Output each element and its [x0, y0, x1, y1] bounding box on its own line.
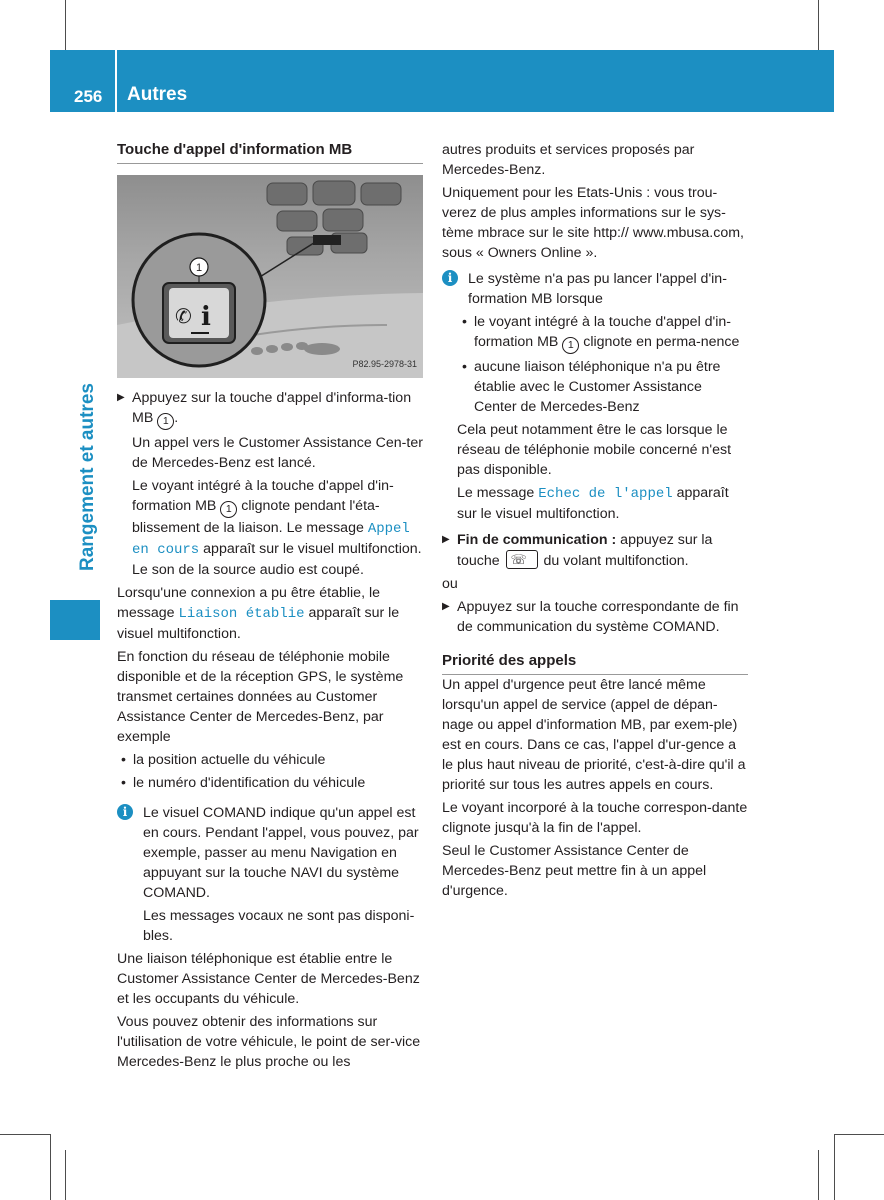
paragraph: Un appel vers le Customer Assistance Cen-ter de Mercedes-Benz est lancé. — [132, 435, 423, 471]
info-text: Le visuel COMAND indique qu'un appel est en cours. Pendant l'appel, vous pouvez, par exemple, passer au menu Navigation en appuyant sur la touche NAVI du système COMAND. — [143, 805, 419, 901]
svg-text:i: i — [201, 302, 211, 332]
list-item: • le numéro d'identification du véhicule — [117, 773, 423, 793]
paragraph: Seul le Customer Assistance Center de Mercedes-Benz peut mettre fin à un appel d'urgence. — [442, 843, 707, 899]
list-item: • le voyant intégré à la touche d'appel d'in-formation MB 1 clignote en perma-nence — [442, 312, 748, 354]
instruction-step: ▶ Appuyez sur la touche d'appel d'informa-tion MB 1 . — [117, 388, 423, 430]
section-title: Touche d'appel d'information MB — [117, 140, 423, 164]
crop-mark — [65, 0, 66, 50]
paragraph: Une liaison téléphonique est établie entre le Customer Assistance Center de Mercedes-Benz et les occupants du véhicule. — [117, 951, 420, 1007]
list-item: • la position actuelle du véhicule — [117, 750, 423, 770]
display-message: Liaison établie — [178, 606, 305, 622]
right-column — [442, 140, 748, 904]
paragraph: autres produits et services proposés par Mercedes-Benz. — [442, 142, 695, 178]
crop-mark — [818, 0, 819, 50]
list-item: • aucune liaison téléphonique n'a pu être établie avec le Customer Assistance Center de Mercedes-Benz — [442, 357, 748, 417]
callout-marker: 1 — [220, 501, 237, 518]
display-message: Appel en cours — [132, 521, 410, 558]
paragraph: ou — [442, 576, 458, 592]
crop-mark — [65, 1150, 66, 1200]
figure-overhead-control-panel — [117, 175, 423, 378]
figure-code: P82.95-2978-31 — [352, 359, 417, 369]
left-column — [117, 140, 423, 1075]
info-note — [442, 269, 748, 309]
info-text: Cela peut notamment être le cas lorsque le réseau de téléphonie mobile concerné n'est pas disponible. — [457, 422, 732, 478]
info-text: Le message Echec de l'appel apparaît sur le visuel multifonction. — [457, 485, 729, 522]
paragraph: Vous pouvez obtenir des informations sur l'utilisation de votre véhicule, le point de ser-vice Mercedes-Benz le plus proche ou les — [117, 1014, 421, 1070]
header-separator — [115, 50, 117, 112]
info-icon: i — [117, 804, 133, 820]
paragraph: En fonction du réseau de téléphonie mobile disponible et de la réception GPS, le système transmet certaines données au Customer Assistance Center de Mercedes-Benz, par exemple — [117, 649, 404, 745]
section-title: Priorité des appels — [442, 651, 748, 675]
figure-illustration — [117, 175, 423, 378]
side-tab-label: Rangement et autres — [77, 383, 98, 571]
paragraph: Un appel d'urgence peut être lancé même lorsqu'un appel de service (appel de dépan-nage ou appel d'information MB, par exem-ple) est en cours. Dans ce cas, l'appel d'ur-gence a le plus haut niveau de priorité, c'est-à-dire qu'il a priorité sur tous les autres appels en cours. — [442, 677, 746, 793]
chapter-title: Autres — [127, 84, 188, 105]
paragraph: Lorsqu'une connexion a pu être établie, le message Liaison établie apparaît sur le visuel multifonction. — [117, 585, 400, 642]
instruction-step: ▶ Appuyez sur la touche correspondante de fin de communication du système COMAND. — [442, 597, 748, 637]
crop-mark — [0, 1134, 50, 1135]
figure-callout: 1 — [195, 262, 203, 274]
paragraph: Le voyant incorporé à la touche correspon-dante clignote jusqu'à la fin de l'appel. — [442, 800, 748, 836]
page-number: 256 — [74, 87, 103, 106]
callout-marker: 1 — [562, 337, 579, 354]
display-message: Echec de l'appel — [538, 486, 673, 502]
hang-up-icon: ☏ — [506, 550, 538, 569]
info-note — [117, 803, 423, 946]
instruction-step: ▶ Fin de communication : appuyez sur la touche ☏ du volant multifonction. — [442, 530, 748, 571]
paragraph: Le voyant intégré à la touche d'appel d'in-formation MB 1 clignote pendant l'éta-blissement de la liaison. Le message Appel en cours apparaît sur le visuel multifonction. Le son de la source audio est coupé. — [132, 478, 422, 578]
svg-text:✆: ✆ — [175, 304, 192, 328]
side-tab-marker — [50, 600, 100, 640]
crop-mark — [834, 1134, 884, 1135]
info-text: Les messages vocaux ne sont pas disponi-bles. — [143, 908, 415, 944]
paragraph: Uniquement pour les Etats-Unis : vous trou-verez de plus amples informations sur le sys-tème mbrace sur le site http:// www.mbusa.com, sous « Owners Online ». — [442, 185, 744, 261]
info-icon: i — [442, 270, 458, 286]
info-text: Le système n'a pas pu lancer l'appel d'in-formation MB lorsque — [468, 271, 727, 307]
callout-marker: 1 — [157, 413, 174, 430]
crop-mark — [834, 1134, 835, 1200]
crop-mark — [818, 1150, 819, 1200]
crop-mark — [50, 1134, 51, 1200]
